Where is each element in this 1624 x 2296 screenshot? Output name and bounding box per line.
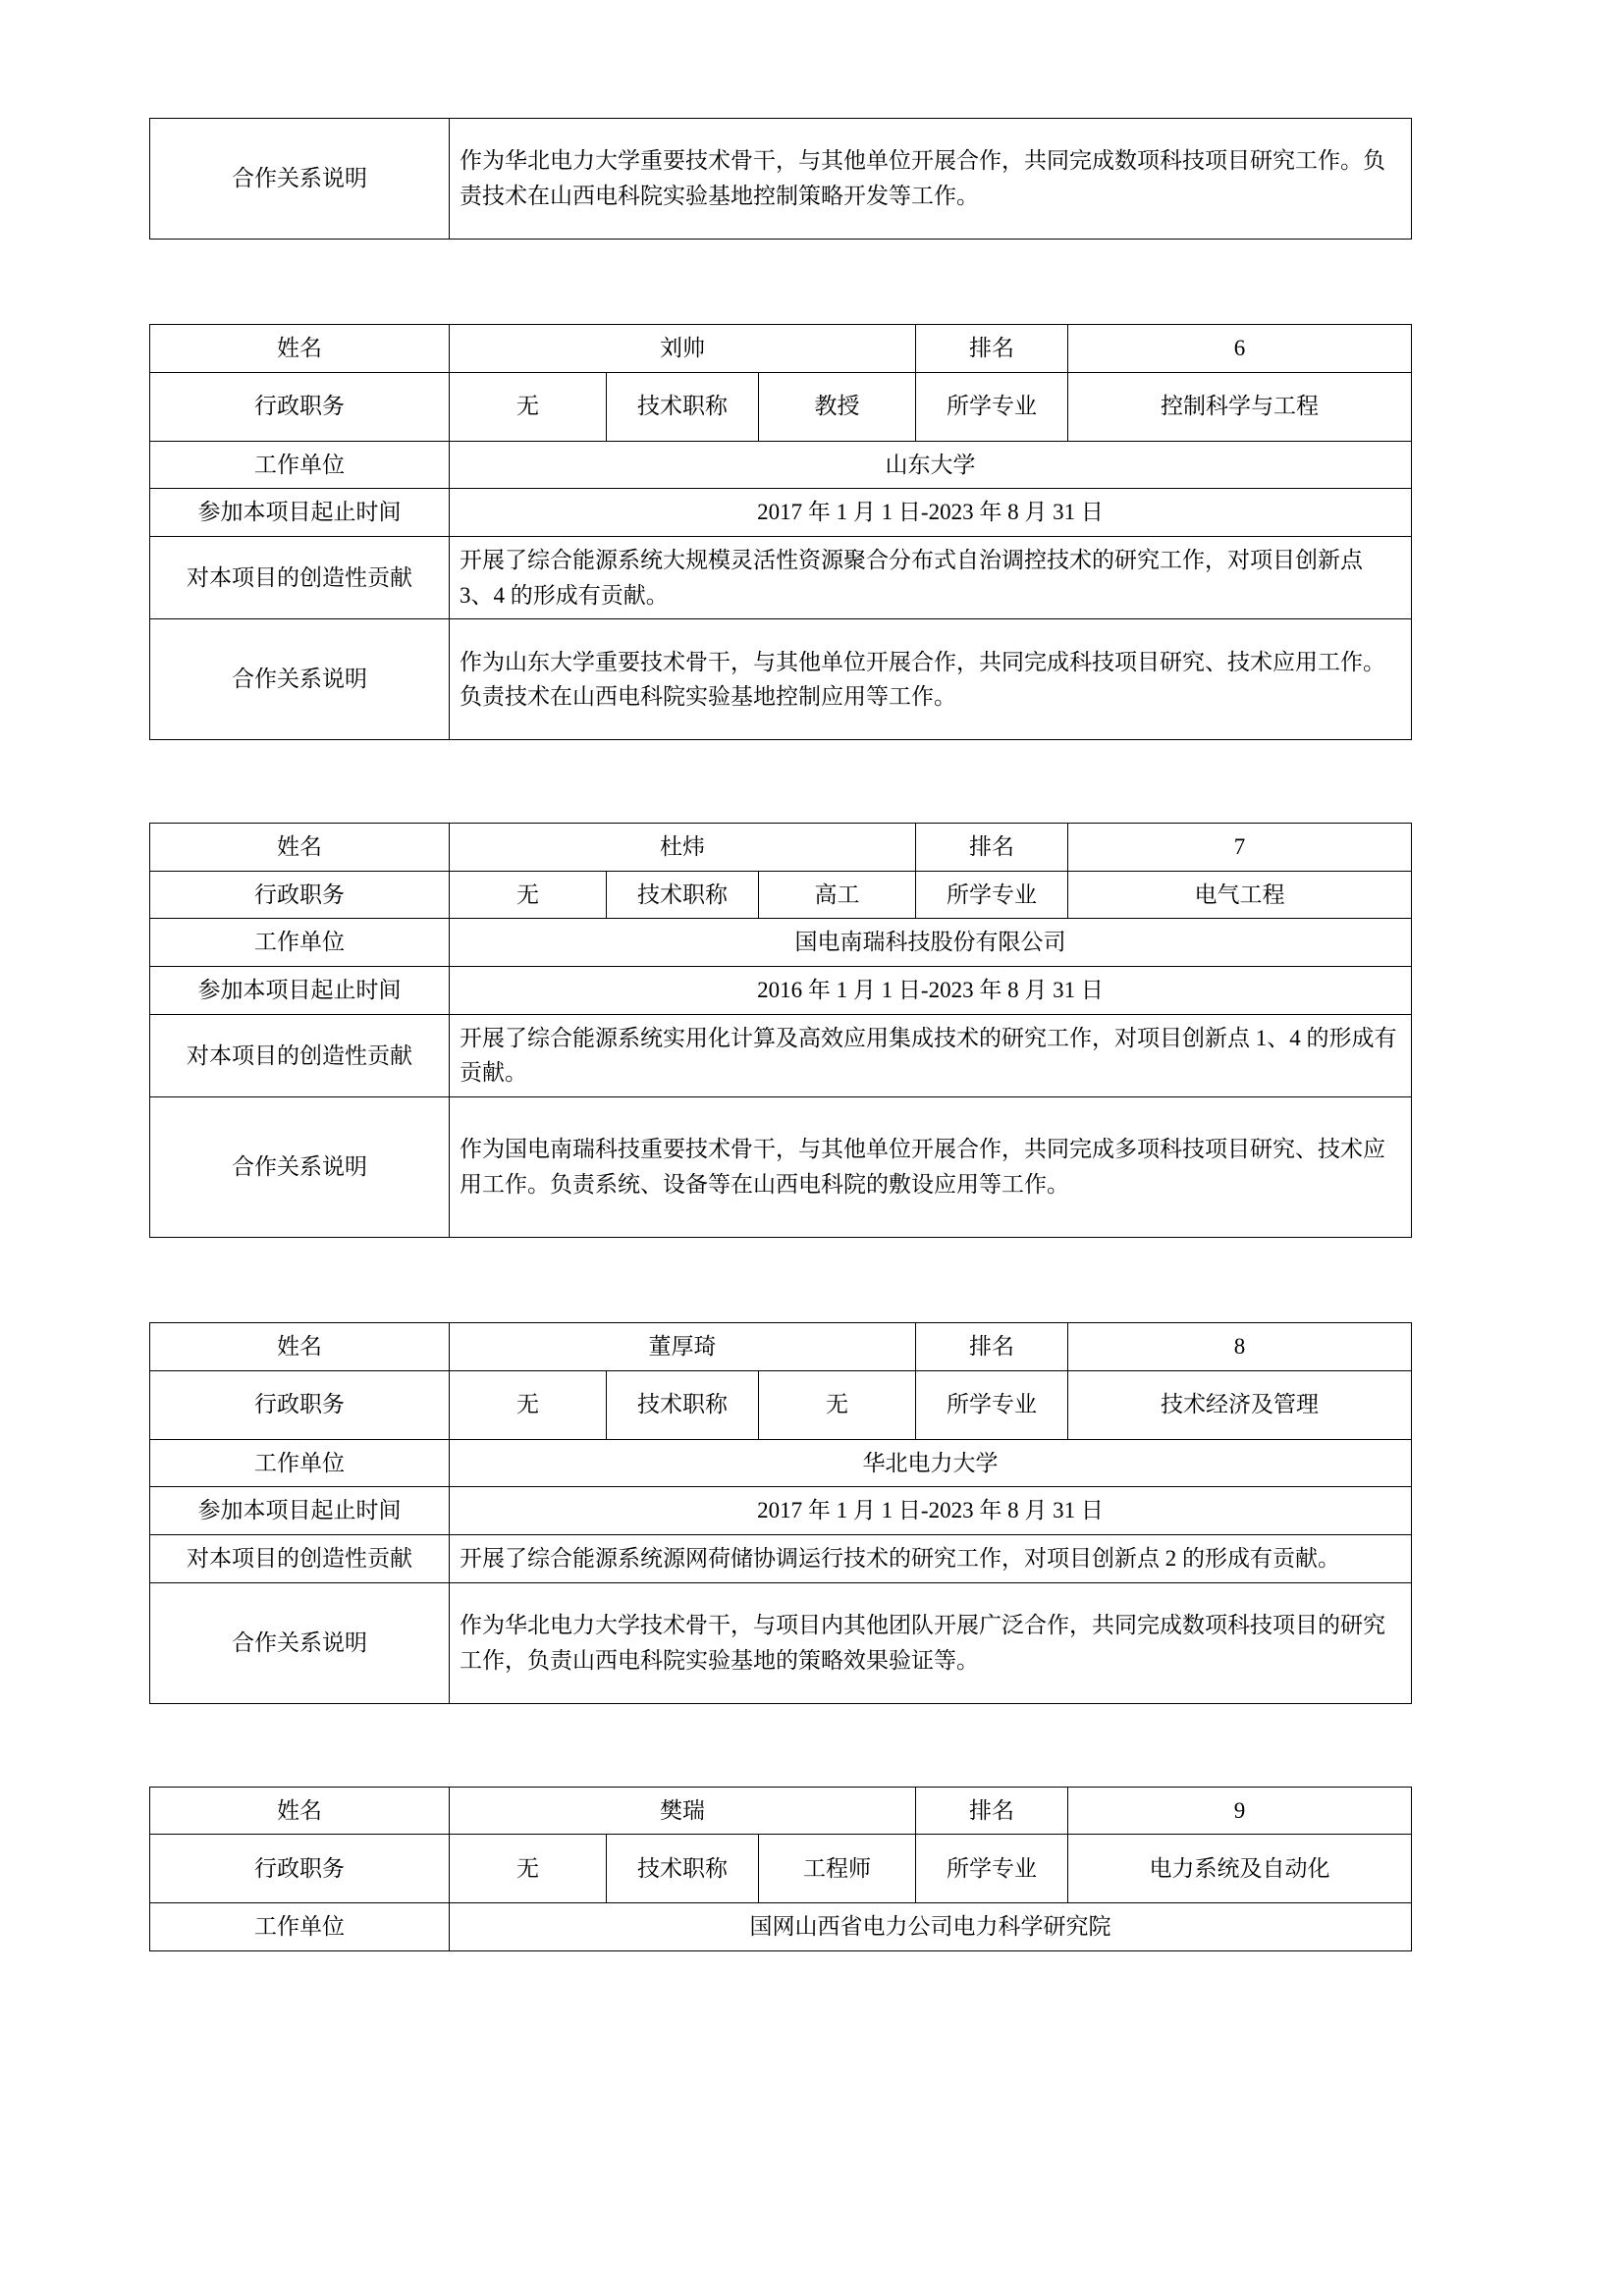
person-table-9 [149, 1787, 1412, 1951]
tech-title-label: 技术职称 [607, 372, 759, 441]
table-row [150, 967, 1412, 1015]
cooperation-table-top [149, 118, 1412, 240]
name-label: 姓名 [150, 1323, 450, 1371]
period-value: 2016 年 1 月 1 日-2023 年 8 月 31 日 [450, 967, 1412, 1015]
person-table-6 [149, 324, 1412, 740]
table-row [150, 1534, 1412, 1582]
table-row [150, 1787, 1412, 1835]
admin-post-label: 行政职务 [150, 372, 450, 441]
rank-label: 排名 [916, 824, 1068, 872]
table-row [150, 919, 1412, 967]
name-label: 姓名 [150, 1787, 450, 1835]
table-row [150, 871, 1412, 919]
cooperation-label: 合作关系说明 [150, 119, 450, 240]
cooperation-label: 合作关系说明 [150, 1097, 450, 1238]
admin-post-value: 无 [450, 372, 607, 441]
person-table-8 [149, 1322, 1412, 1704]
work-unit-label: 工作单位 [150, 1903, 450, 1951]
table-row [150, 489, 1412, 537]
name-value: 杜炜 [450, 824, 916, 872]
admin-post-label: 行政职务 [150, 1835, 450, 1903]
work-unit-value: 华北电力大学 [450, 1439, 1412, 1487]
major-label: 所学专业 [916, 871, 1068, 919]
name-label: 姓名 [150, 824, 450, 872]
period-label: 参加本项目起止时间 [150, 967, 450, 1015]
work-unit-label: 工作单位 [150, 1439, 450, 1487]
table-row [150, 1323, 1412, 1371]
spacer [149, 1704, 1479, 1787]
admin-post-value: 无 [450, 1835, 607, 1903]
contribution-value: 开展了综合能源系统实用化计算及高效应用集成技术的研究工作，对项目创新点 1、4 的形成有贡献。 [450, 1014, 1412, 1096]
name-value: 董厚琦 [450, 1323, 916, 1371]
cooperation-value: 作为山东大学重要技术骨干，与其他单位开展合作，共同完成科技项目研究、技术应用工作。负责技术在山西电科院实验基地控制应用等工作。 [450, 619, 1412, 740]
contribution-label: 对本项目的创造性贡献 [150, 1014, 450, 1096]
tech-title-value: 无 [759, 1370, 916, 1439]
table-row [150, 1903, 1412, 1951]
table-row [150, 325, 1412, 373]
rank-value: 8 [1068, 1323, 1412, 1371]
spacer [149, 740, 1479, 823]
table-row [150, 536, 1412, 618]
work-unit-value: 国电南瑞科技股份有限公司 [450, 919, 1412, 967]
major-value: 电力系统及自动化 [1068, 1835, 1412, 1903]
spacer [149, 240, 1479, 324]
table-row [150, 619, 1412, 740]
table-row [150, 119, 1412, 240]
major-label: 所学专业 [916, 372, 1068, 441]
work-unit-label: 工作单位 [150, 441, 450, 489]
major-value: 技术经济及管理 [1068, 1370, 1412, 1439]
tech-title-label: 技术职称 [607, 1370, 759, 1439]
cooperation-value: 作为华北电力大学重要技术骨干，与其他单位开展合作，共同完成数项科技项目研究工作。负责技术在山西电科院实验基地控制策略开发等工作。 [450, 119, 1412, 240]
table-row [150, 1370, 1412, 1439]
admin-post-label: 行政职务 [150, 871, 450, 919]
table-row [150, 372, 1412, 441]
rank-label: 排名 [916, 1323, 1068, 1371]
major-value: 电气工程 [1068, 871, 1412, 919]
table-row [150, 824, 1412, 872]
admin-post-value: 无 [450, 1370, 607, 1439]
contribution-label: 对本项目的创造性贡献 [150, 536, 450, 618]
table-row [150, 1097, 1412, 1238]
table-row [150, 1487, 1412, 1535]
name-value: 樊瑞 [450, 1787, 916, 1835]
period-label: 参加本项目起止时间 [150, 489, 450, 537]
period-value: 2017 年 1 月 1 日-2023 年 8 月 31 日 [450, 489, 1412, 537]
tech-title-value: 高工 [759, 871, 916, 919]
major-label: 所学专业 [916, 1835, 1068, 1903]
work-unit-value: 国网山西省电力公司电力科学研究院 [450, 1903, 1412, 1951]
work-unit-value: 山东大学 [450, 441, 1412, 489]
tech-title-label: 技术职称 [607, 1835, 759, 1903]
table-row [150, 1835, 1412, 1903]
rank-value: 6 [1068, 325, 1412, 373]
major-label: 所学专业 [916, 1370, 1068, 1439]
person-table-7 [149, 823, 1412, 1238]
table-row [150, 1582, 1412, 1703]
rank-value: 9 [1068, 1787, 1412, 1835]
cooperation-label: 合作关系说明 [150, 1582, 450, 1703]
contribution-value: 开展了综合能源系统大规模灵活性资源聚合分布式自治调控技术的研究工作，对项目创新点 3、4 的形成有贡献。 [450, 536, 1412, 618]
rank-label: 排名 [916, 1787, 1068, 1835]
major-value: 控制科学与工程 [1068, 372, 1412, 441]
rank-label: 排名 [916, 325, 1068, 373]
contribution-label: 对本项目的创造性贡献 [150, 1534, 450, 1582]
period-label: 参加本项目起止时间 [150, 1487, 450, 1535]
cooperation-value: 作为华北电力大学技术骨干，与项目内其他团队开展广泛合作，共同完成数项科技项目的研究工作，负责山西电科院实验基地的策略效果验证等。 [450, 1582, 1412, 1703]
tech-title-value: 教授 [759, 372, 916, 441]
admin-post-label: 行政职务 [150, 1370, 450, 1439]
name-label: 姓名 [150, 325, 450, 373]
rank-value: 7 [1068, 824, 1412, 872]
work-unit-label: 工作单位 [150, 919, 450, 967]
contribution-value: 开展了综合能源系统源网荷储协调运行技术的研究工作，对项目创新点 2 的形成有贡献。 [450, 1534, 1412, 1582]
tech-title-label: 技术职称 [607, 871, 759, 919]
cooperation-label: 合作关系说明 [150, 619, 450, 740]
admin-post-value: 无 [450, 871, 607, 919]
table-row [150, 441, 1412, 489]
tech-title-value: 工程师 [759, 1835, 916, 1903]
name-value: 刘帅 [450, 325, 916, 373]
table-row [150, 1439, 1412, 1487]
period-value: 2017 年 1 月 1 日-2023 年 8 月 31 日 [450, 1487, 1412, 1535]
spacer [149, 1238, 1479, 1322]
cooperation-value: 作为国电南瑞科技重要技术骨干，与其他单位开展合作，共同完成多项科技项目研究、技术应用工作。负责系统、设备等在山西电科院的敷设应用等工作。 [450, 1097, 1412, 1238]
table-row [150, 1014, 1412, 1096]
